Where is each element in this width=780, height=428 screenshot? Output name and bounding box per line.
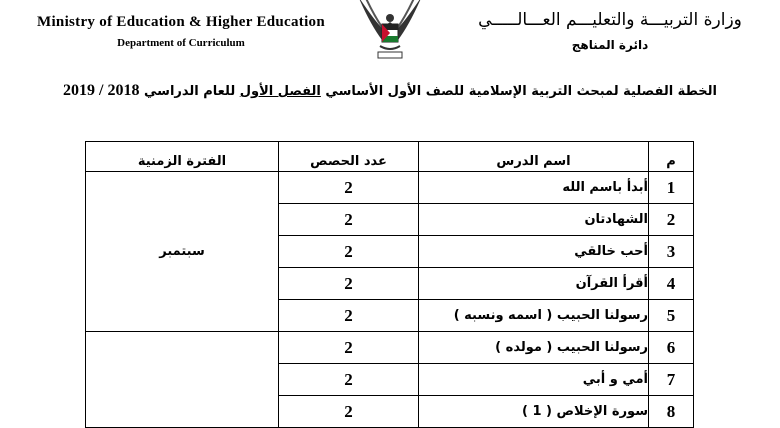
row-count: 2 bbox=[279, 172, 419, 204]
row-num: 2 bbox=[649, 204, 694, 236]
row-lesson: الشهادتان bbox=[419, 204, 649, 236]
row-count: 2 bbox=[279, 300, 419, 332]
header-period: الفترة الزمنية bbox=[86, 142, 279, 172]
period-next bbox=[86, 332, 279, 428]
row-count: 2 bbox=[279, 268, 419, 300]
document-title bbox=[60, 82, 720, 100]
row-count: 2 bbox=[279, 236, 419, 268]
row-lesson: سورة الإخلاص ( 1 ) bbox=[419, 396, 649, 428]
row-lesson: رسولنا الحبيب ( اسمه ونسبه ) bbox=[419, 300, 649, 332]
title-term: الفصل الأول bbox=[239, 84, 321, 99]
row-count: 2 bbox=[279, 204, 419, 236]
department-name-ar: دائرة المناهج bbox=[571, 38, 649, 52]
row-lesson: أبدأ باسم الله bbox=[419, 172, 649, 204]
row-count: 2 bbox=[279, 396, 419, 428]
department-name-en: Department of Curriculum bbox=[117, 37, 245, 49]
row-lesson: أمي و أبي bbox=[419, 364, 649, 396]
row-lesson: أقرأ القرآن bbox=[419, 268, 649, 300]
english-header bbox=[36, 14, 326, 49]
row-count: 2 bbox=[279, 332, 419, 364]
row-num: 6 bbox=[649, 332, 694, 364]
row-num: 8 bbox=[649, 396, 694, 428]
row-count: 2 bbox=[279, 364, 419, 396]
title-suffix: للعام الدراسي bbox=[139, 84, 240, 99]
ministry-name-ar: وزارة التربيـــة والتعليـــم العـــالـــــي bbox=[478, 10, 742, 30]
period-september: سبتمبر bbox=[86, 172, 279, 332]
row-num: 1 bbox=[649, 172, 694, 204]
row-lesson: أحب خالقي bbox=[419, 236, 649, 268]
table-header-row bbox=[86, 142, 694, 172]
title-year: 2018 / 2019 bbox=[63, 82, 140, 99]
palestine-emblem-logo bbox=[340, 0, 440, 64]
row-num: 4 bbox=[649, 268, 694, 300]
header-count: عدد الحصص bbox=[279, 142, 419, 172]
row-lesson: رسولنا الحبيب ( مولده ) bbox=[419, 332, 649, 364]
row-num: 7 bbox=[649, 364, 694, 396]
arabic-header bbox=[460, 10, 760, 52]
header-lesson: اسم الدرس bbox=[419, 142, 649, 172]
table-row bbox=[86, 332, 694, 364]
header-num: م bbox=[649, 142, 694, 172]
lesson-plan-table bbox=[85, 141, 694, 428]
row-num: 5 bbox=[649, 300, 694, 332]
title-prefix: الخطة الفصلية لمبحث التربية الإسلامية للصف الأول الأساسي bbox=[320, 84, 717, 99]
row-num: 3 bbox=[649, 236, 694, 268]
ministry-name-en: Ministry of Education & Higher Education bbox=[37, 14, 325, 30]
table-row bbox=[86, 172, 694, 204]
